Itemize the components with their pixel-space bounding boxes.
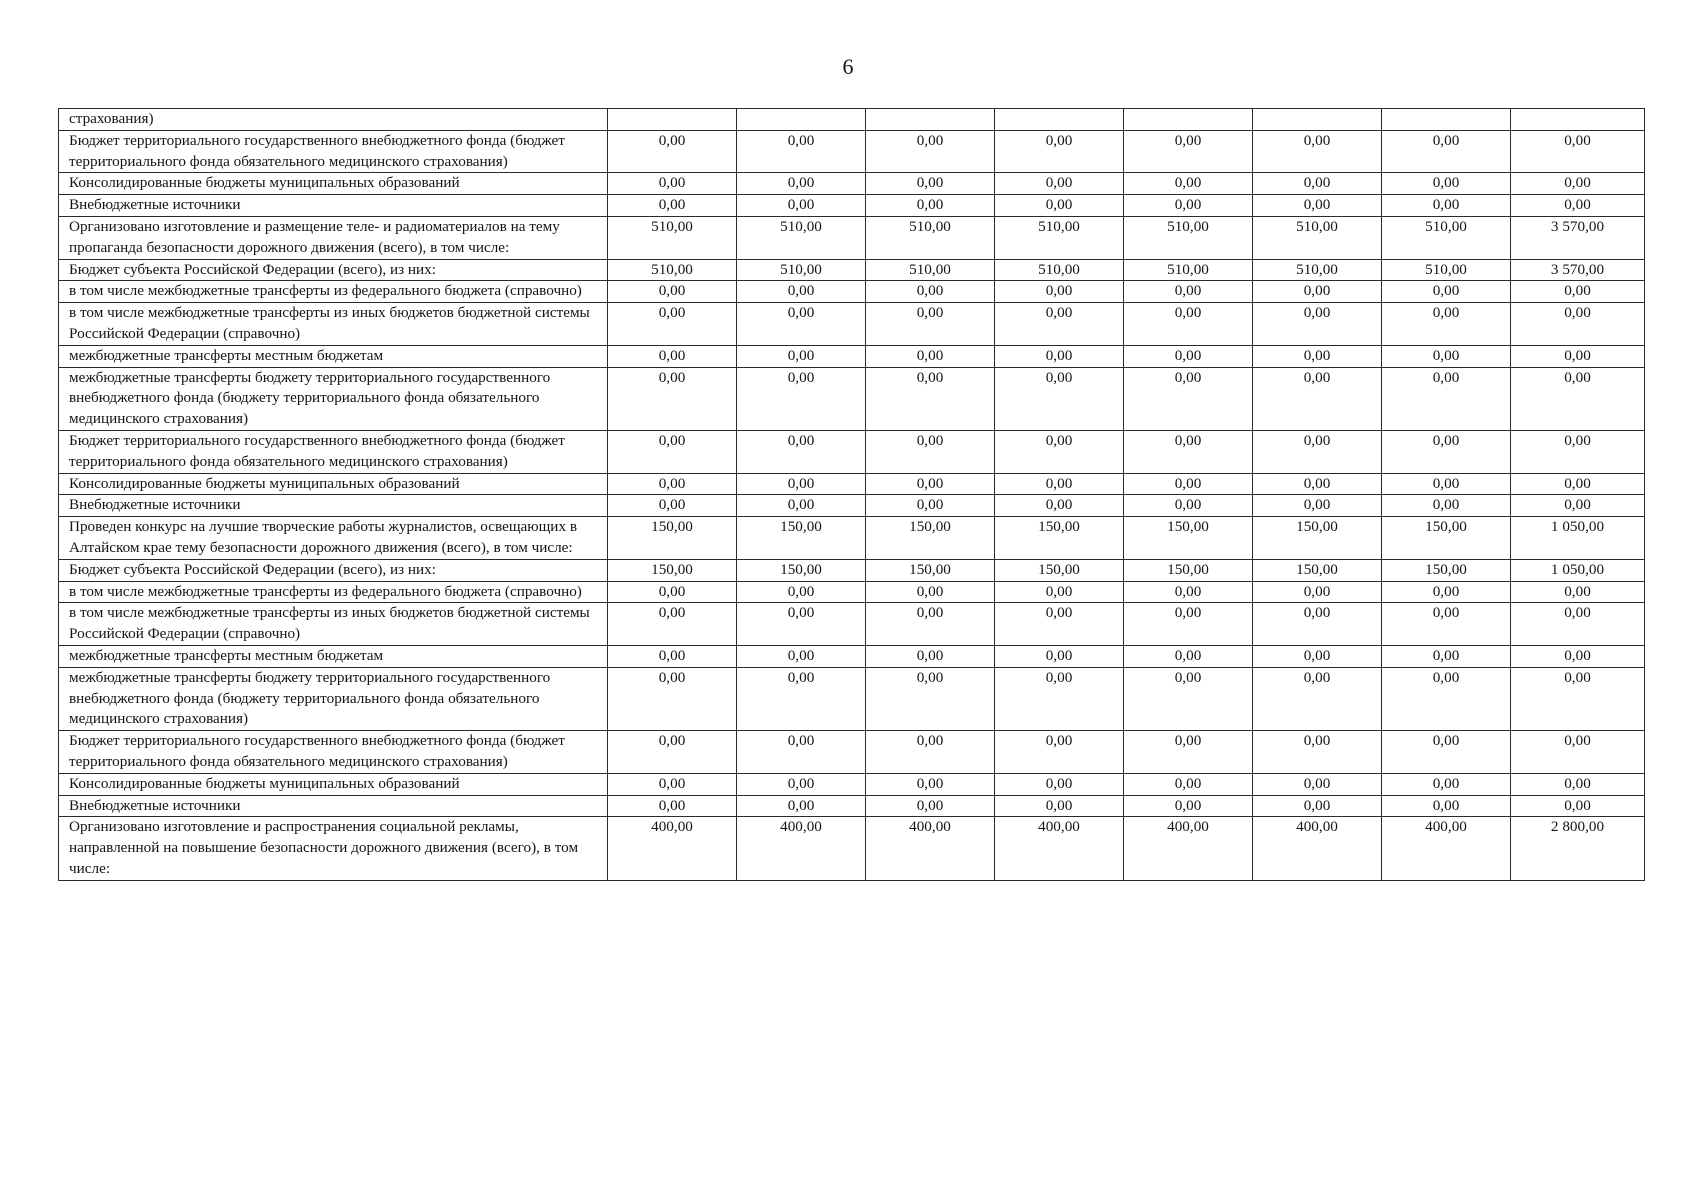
row-year-value: 0,00 — [1382, 345, 1511, 367]
row-total-value: 0,00 — [1511, 303, 1645, 346]
row-year-value: 0,00 — [995, 345, 1124, 367]
row-year-value: 0,00 — [737, 581, 866, 603]
row-year-value: 0,00 — [1124, 603, 1253, 646]
row-label: Проведен конкурс на лучшие творческие работы журналистов, освещающих в Алтайском крае тему безопасности дорожного движения (всего), в том числе: — [59, 517, 608, 560]
row-year-value: 0,00 — [1253, 603, 1382, 646]
row-year-value: 400,00 — [1253, 817, 1382, 880]
row-year-value: 0,00 — [1382, 795, 1511, 817]
row-year-value: 0,00 — [1253, 345, 1382, 367]
row-year-value: 0,00 — [995, 667, 1124, 730]
row-year-value: 510,00 — [608, 216, 737, 259]
row-label: Бюджет территориального государственного внебюджетного фонда (бюджет территориального фонда обязательного медицинского страхования) — [59, 731, 608, 774]
row-year-value: 510,00 — [1382, 259, 1511, 281]
table-row — [59, 345, 1645, 367]
row-year-value: 0,00 — [608, 367, 737, 430]
row-label: Внебюджетные источники — [59, 195, 608, 217]
row-year-value: 0,00 — [608, 195, 737, 217]
row-year-value: 0,00 — [1124, 195, 1253, 217]
table-row — [59, 603, 1645, 646]
table-row — [59, 517, 1645, 560]
row-year-value: 0,00 — [1382, 731, 1511, 774]
row-year-value: 0,00 — [1382, 603, 1511, 646]
row-year-value: 0,00 — [608, 473, 737, 495]
row-year-value: 0,00 — [608, 173, 737, 195]
row-year-value: 0,00 — [608, 345, 737, 367]
row-year-value: 0,00 — [737, 473, 866, 495]
table-row — [59, 303, 1645, 346]
row-year-value: 400,00 — [608, 817, 737, 880]
row-year-value: 0,00 — [995, 195, 1124, 217]
row-year-value — [995, 109, 1124, 131]
row-total-value: 0,00 — [1511, 667, 1645, 730]
row-label: Внебюджетные источники — [59, 495, 608, 517]
table-row — [59, 667, 1645, 730]
row-year-value: 0,00 — [1253, 731, 1382, 774]
row-year-value: 0,00 — [608, 130, 737, 173]
row-label: Бюджет субъекта Российской Федерации (всего), из них: — [59, 559, 608, 581]
row-year-value: 0,00 — [1382, 581, 1511, 603]
row-total-value: 0,00 — [1511, 367, 1645, 430]
row-year-value: 0,00 — [608, 495, 737, 517]
row-year-value: 0,00 — [737, 173, 866, 195]
row-total-value: 0,00 — [1511, 173, 1645, 195]
row-year-value — [1124, 109, 1253, 131]
table-row — [59, 495, 1645, 517]
row-label: Бюджет территориального государственного внебюджетного фонда (бюджет территориального фонда обязательного медицинского страхования) — [59, 430, 608, 473]
row-year-value: 0,00 — [1382, 130, 1511, 173]
row-total-value: 0,00 — [1511, 430, 1645, 473]
row-year-value: 0,00 — [1253, 303, 1382, 346]
row-year-value: 400,00 — [737, 817, 866, 880]
row-year-value: 510,00 — [737, 216, 866, 259]
row-label: Консолидированные бюджеты муниципальных образований — [59, 173, 608, 195]
row-year-value: 150,00 — [1124, 559, 1253, 581]
row-total-value: 0,00 — [1511, 130, 1645, 173]
table-row — [59, 367, 1645, 430]
row-year-value: 150,00 — [995, 559, 1124, 581]
row-year-value: 0,00 — [995, 581, 1124, 603]
row-year-value: 0,00 — [1124, 795, 1253, 817]
row-year-value: 510,00 — [608, 259, 737, 281]
row-year-value: 0,00 — [866, 173, 995, 195]
row-year-value: 0,00 — [866, 603, 995, 646]
table-row — [59, 173, 1645, 195]
row-year-value: 0,00 — [1382, 303, 1511, 346]
row-year-value: 0,00 — [1253, 130, 1382, 173]
table-body — [59, 109, 1645, 881]
row-year-value: 0,00 — [1253, 795, 1382, 817]
row-year-value: 0,00 — [1382, 645, 1511, 667]
row-year-value: 0,00 — [737, 645, 866, 667]
row-year-value: 0,00 — [1382, 173, 1511, 195]
row-year-value: 150,00 — [608, 517, 737, 560]
budget-table — [58, 108, 1645, 881]
row-total-value — [1511, 109, 1645, 131]
row-year-value: 0,00 — [995, 367, 1124, 430]
row-year-value: 0,00 — [995, 430, 1124, 473]
row-year-value: 150,00 — [866, 559, 995, 581]
row-year-value: 150,00 — [1382, 559, 1511, 581]
row-year-value: 0,00 — [1253, 581, 1382, 603]
row-year-value: 0,00 — [866, 667, 995, 730]
row-year-value: 150,00 — [866, 517, 995, 560]
row-year-value: 400,00 — [1382, 817, 1511, 880]
row-year-value: 0,00 — [995, 645, 1124, 667]
row-year-value: 0,00 — [1253, 773, 1382, 795]
table-row — [59, 773, 1645, 795]
row-year-value: 0,00 — [866, 795, 995, 817]
row-year-value: 510,00 — [995, 259, 1124, 281]
row-year-value: 0,00 — [1124, 367, 1253, 430]
row-year-value: 0,00 — [1382, 195, 1511, 217]
row-year-value: 0,00 — [866, 367, 995, 430]
row-year-value: 510,00 — [866, 259, 995, 281]
row-year-value: 0,00 — [1124, 130, 1253, 173]
table-row — [59, 281, 1645, 303]
row-year-value: 0,00 — [995, 473, 1124, 495]
row-year-value: 0,00 — [608, 603, 737, 646]
table-row — [59, 473, 1645, 495]
row-year-value: 0,00 — [737, 603, 866, 646]
row-year-value: 150,00 — [608, 559, 737, 581]
row-year-value: 0,00 — [1382, 430, 1511, 473]
row-year-value: 0,00 — [866, 645, 995, 667]
row-label: в том числе межбюджетные трансферты из иных бюджетов бюджетной системы Российской Федерации (справочно) — [59, 303, 608, 346]
row-label: межбюджетные трансферты местным бюджетам — [59, 345, 608, 367]
row-year-value: 0,00 — [866, 345, 995, 367]
page-number: 6 — [842, 54, 854, 79]
row-year-value: 0,00 — [866, 731, 995, 774]
row-year-value: 0,00 — [737, 495, 866, 517]
table-row — [59, 581, 1645, 603]
row-year-value: 0,00 — [1382, 667, 1511, 730]
row-year-value — [1382, 109, 1511, 131]
row-year-value: 150,00 — [1253, 559, 1382, 581]
row-year-value: 0,00 — [995, 603, 1124, 646]
row-year-value: 0,00 — [1382, 773, 1511, 795]
row-year-value: 0,00 — [866, 281, 995, 303]
row-year-value: 0,00 — [737, 430, 866, 473]
row-year-value: 0,00 — [1253, 473, 1382, 495]
row-year-value: 0,00 — [737, 130, 866, 173]
row-year-value: 0,00 — [608, 795, 737, 817]
row-year-value: 0,00 — [737, 667, 866, 730]
row-year-value: 0,00 — [737, 303, 866, 346]
row-label: Консолидированные бюджеты муниципальных образований — [59, 773, 608, 795]
row-year-value: 0,00 — [1124, 581, 1253, 603]
row-year-value: 0,00 — [1124, 473, 1253, 495]
row-year-value: 0,00 — [1124, 645, 1253, 667]
row-year-value: 0,00 — [608, 731, 737, 774]
row-year-value: 0,00 — [866, 130, 995, 173]
row-year-value: 0,00 — [866, 495, 995, 517]
row-year-value: 0,00 — [1253, 367, 1382, 430]
row-year-value: 400,00 — [1124, 817, 1253, 880]
row-year-value: 0,00 — [866, 195, 995, 217]
row-year-value: 510,00 — [1253, 216, 1382, 259]
table-row — [59, 731, 1645, 774]
row-total-value: 0,00 — [1511, 281, 1645, 303]
row-total-value: 0,00 — [1511, 795, 1645, 817]
row-year-value: 0,00 — [737, 773, 866, 795]
row-label: в том числе межбюджетные трансферты из федерального бюджета (справочно) — [59, 281, 608, 303]
row-year-value: 0,00 — [1253, 667, 1382, 730]
row-year-value: 0,00 — [1124, 495, 1253, 517]
row-year-value: 510,00 — [1382, 216, 1511, 259]
table-row — [59, 559, 1645, 581]
table-row — [59, 259, 1645, 281]
row-year-value: 0,00 — [737, 795, 866, 817]
row-label: межбюджетные трансферты бюджету территориального государственного внебюджетного фонда (бюджету территориального фонда обязательного медицинского страхования) — [59, 667, 608, 730]
row-label: Бюджет территориального государственного внебюджетного фонда (бюджет территориального фонда обязательного медицинского страхования) — [59, 130, 608, 173]
row-year-value: 150,00 — [737, 517, 866, 560]
row-year-value: 0,00 — [608, 281, 737, 303]
row-year-value: 0,00 — [1253, 281, 1382, 303]
row-year-value: 0,00 — [866, 773, 995, 795]
row-total-value: 0,00 — [1511, 773, 1645, 795]
row-year-value: 0,00 — [1253, 645, 1382, 667]
row-total-value: 3 570,00 — [1511, 259, 1645, 281]
row-year-value: 0,00 — [1382, 473, 1511, 495]
row-label: страхования) — [59, 109, 608, 131]
row-year-value: 0,00 — [737, 195, 866, 217]
row-year-value: 0,00 — [608, 303, 737, 346]
row-label: межбюджетные трансферты бюджету территориального государственного внебюджетного фонда (бюджету территориального фонда обязательного медицинского страхования) — [59, 367, 608, 430]
table-row — [59, 795, 1645, 817]
row-total-value: 2 800,00 — [1511, 817, 1645, 880]
row-year-value: 400,00 — [866, 817, 995, 880]
row-label: межбюджетные трансферты местным бюджетам — [59, 645, 608, 667]
row-year-value: 0,00 — [1253, 195, 1382, 217]
row-year-value: 0,00 — [995, 130, 1124, 173]
row-year-value: 0,00 — [1124, 731, 1253, 774]
row-year-value: 0,00 — [995, 495, 1124, 517]
row-total-value: 0,00 — [1511, 645, 1645, 667]
row-year-value: 0,00 — [1124, 173, 1253, 195]
row-year-value: 0,00 — [995, 281, 1124, 303]
row-year-value: 150,00 — [1253, 517, 1382, 560]
row-year-value: 510,00 — [1124, 259, 1253, 281]
row-year-value: 0,00 — [608, 667, 737, 730]
row-year-value: 0,00 — [866, 430, 995, 473]
row-year-value: 0,00 — [1253, 173, 1382, 195]
row-year-value: 0,00 — [1124, 281, 1253, 303]
row-label: Бюджет субъекта Российской Федерации (всего), из них: — [59, 259, 608, 281]
row-year-value: 510,00 — [995, 216, 1124, 259]
row-year-value: 0,00 — [995, 303, 1124, 346]
row-year-value: 0,00 — [1124, 430, 1253, 473]
row-total-value: 3 570,00 — [1511, 216, 1645, 259]
row-year-value: 0,00 — [737, 281, 866, 303]
row-total-value: 0,00 — [1511, 581, 1645, 603]
table-row — [59, 216, 1645, 259]
row-label: Организовано изготовление и размещение теле- и радиоматериалов на тему пропаганда безопасности дорожного движения (всего), в том числе: — [59, 216, 608, 259]
row-year-value: 0,00 — [1124, 773, 1253, 795]
row-year-value: 0,00 — [608, 773, 737, 795]
row-year-value: 510,00 — [1253, 259, 1382, 281]
row-year-value: 0,00 — [608, 581, 737, 603]
table-row — [59, 645, 1645, 667]
row-label: Консолидированные бюджеты муниципальных образований — [59, 473, 608, 495]
row-label: Организовано изготовление и распространения социальной рекламы, направленной на повышение безопасности дорожного движения (всего), в том числе: — [59, 817, 608, 880]
row-total-value: 0,00 — [1511, 195, 1645, 217]
table-row — [59, 195, 1645, 217]
row-year-value: 0,00 — [1382, 495, 1511, 517]
row-year-value: 0,00 — [995, 795, 1124, 817]
row-year-value: 0,00 — [995, 731, 1124, 774]
row-year-value: 0,00 — [1124, 345, 1253, 367]
row-year-value: 0,00 — [866, 303, 995, 346]
row-year-value: 0,00 — [995, 773, 1124, 795]
row-label: в том числе межбюджетные трансферты из иных бюджетов бюджетной системы Российской Федерации (справочно) — [59, 603, 608, 646]
row-year-value: 0,00 — [737, 731, 866, 774]
row-label: Внебюджетные источники — [59, 795, 608, 817]
row-year-value — [1253, 109, 1382, 131]
row-year-value: 510,00 — [737, 259, 866, 281]
table-row — [59, 817, 1645, 880]
table-row — [59, 430, 1645, 473]
row-year-value — [737, 109, 866, 131]
row-year-value: 0,00 — [1124, 667, 1253, 730]
row-total-value: 0,00 — [1511, 495, 1645, 517]
row-year-value: 0,00 — [866, 581, 995, 603]
row-total-value: 0,00 — [1511, 731, 1645, 774]
row-year-value: 0,00 — [737, 345, 866, 367]
row-year-value — [608, 109, 737, 131]
table-row — [59, 109, 1645, 131]
row-year-value: 0,00 — [1124, 303, 1253, 346]
row-year-value: 0,00 — [1253, 495, 1382, 517]
row-total-value: 0,00 — [1511, 345, 1645, 367]
row-year-value: 0,00 — [1253, 430, 1382, 473]
row-year-value: 0,00 — [995, 173, 1124, 195]
row-year-value: 510,00 — [866, 216, 995, 259]
row-year-value: 0,00 — [1382, 367, 1511, 430]
row-year-value: 150,00 — [737, 559, 866, 581]
row-total-value: 0,00 — [1511, 603, 1645, 646]
row-year-value: 150,00 — [1382, 517, 1511, 560]
row-year-value — [866, 109, 995, 131]
row-year-value: 150,00 — [995, 517, 1124, 560]
row-year-value: 0,00 — [608, 430, 737, 473]
row-year-value: 150,00 — [1124, 517, 1253, 560]
row-year-value: 0,00 — [608, 645, 737, 667]
row-total-value: 1 050,00 — [1511, 517, 1645, 560]
row-year-value: 510,00 — [1124, 216, 1253, 259]
row-total-value: 1 050,00 — [1511, 559, 1645, 581]
row-year-value: 400,00 — [995, 817, 1124, 880]
row-total-value: 0,00 — [1511, 473, 1645, 495]
row-year-value: 0,00 — [866, 473, 995, 495]
row-year-value: 0,00 — [737, 367, 866, 430]
table-row — [59, 130, 1645, 173]
row-year-value: 0,00 — [1382, 281, 1511, 303]
row-label: в том числе межбюджетные трансферты из федерального бюджета (справочно) — [59, 581, 608, 603]
